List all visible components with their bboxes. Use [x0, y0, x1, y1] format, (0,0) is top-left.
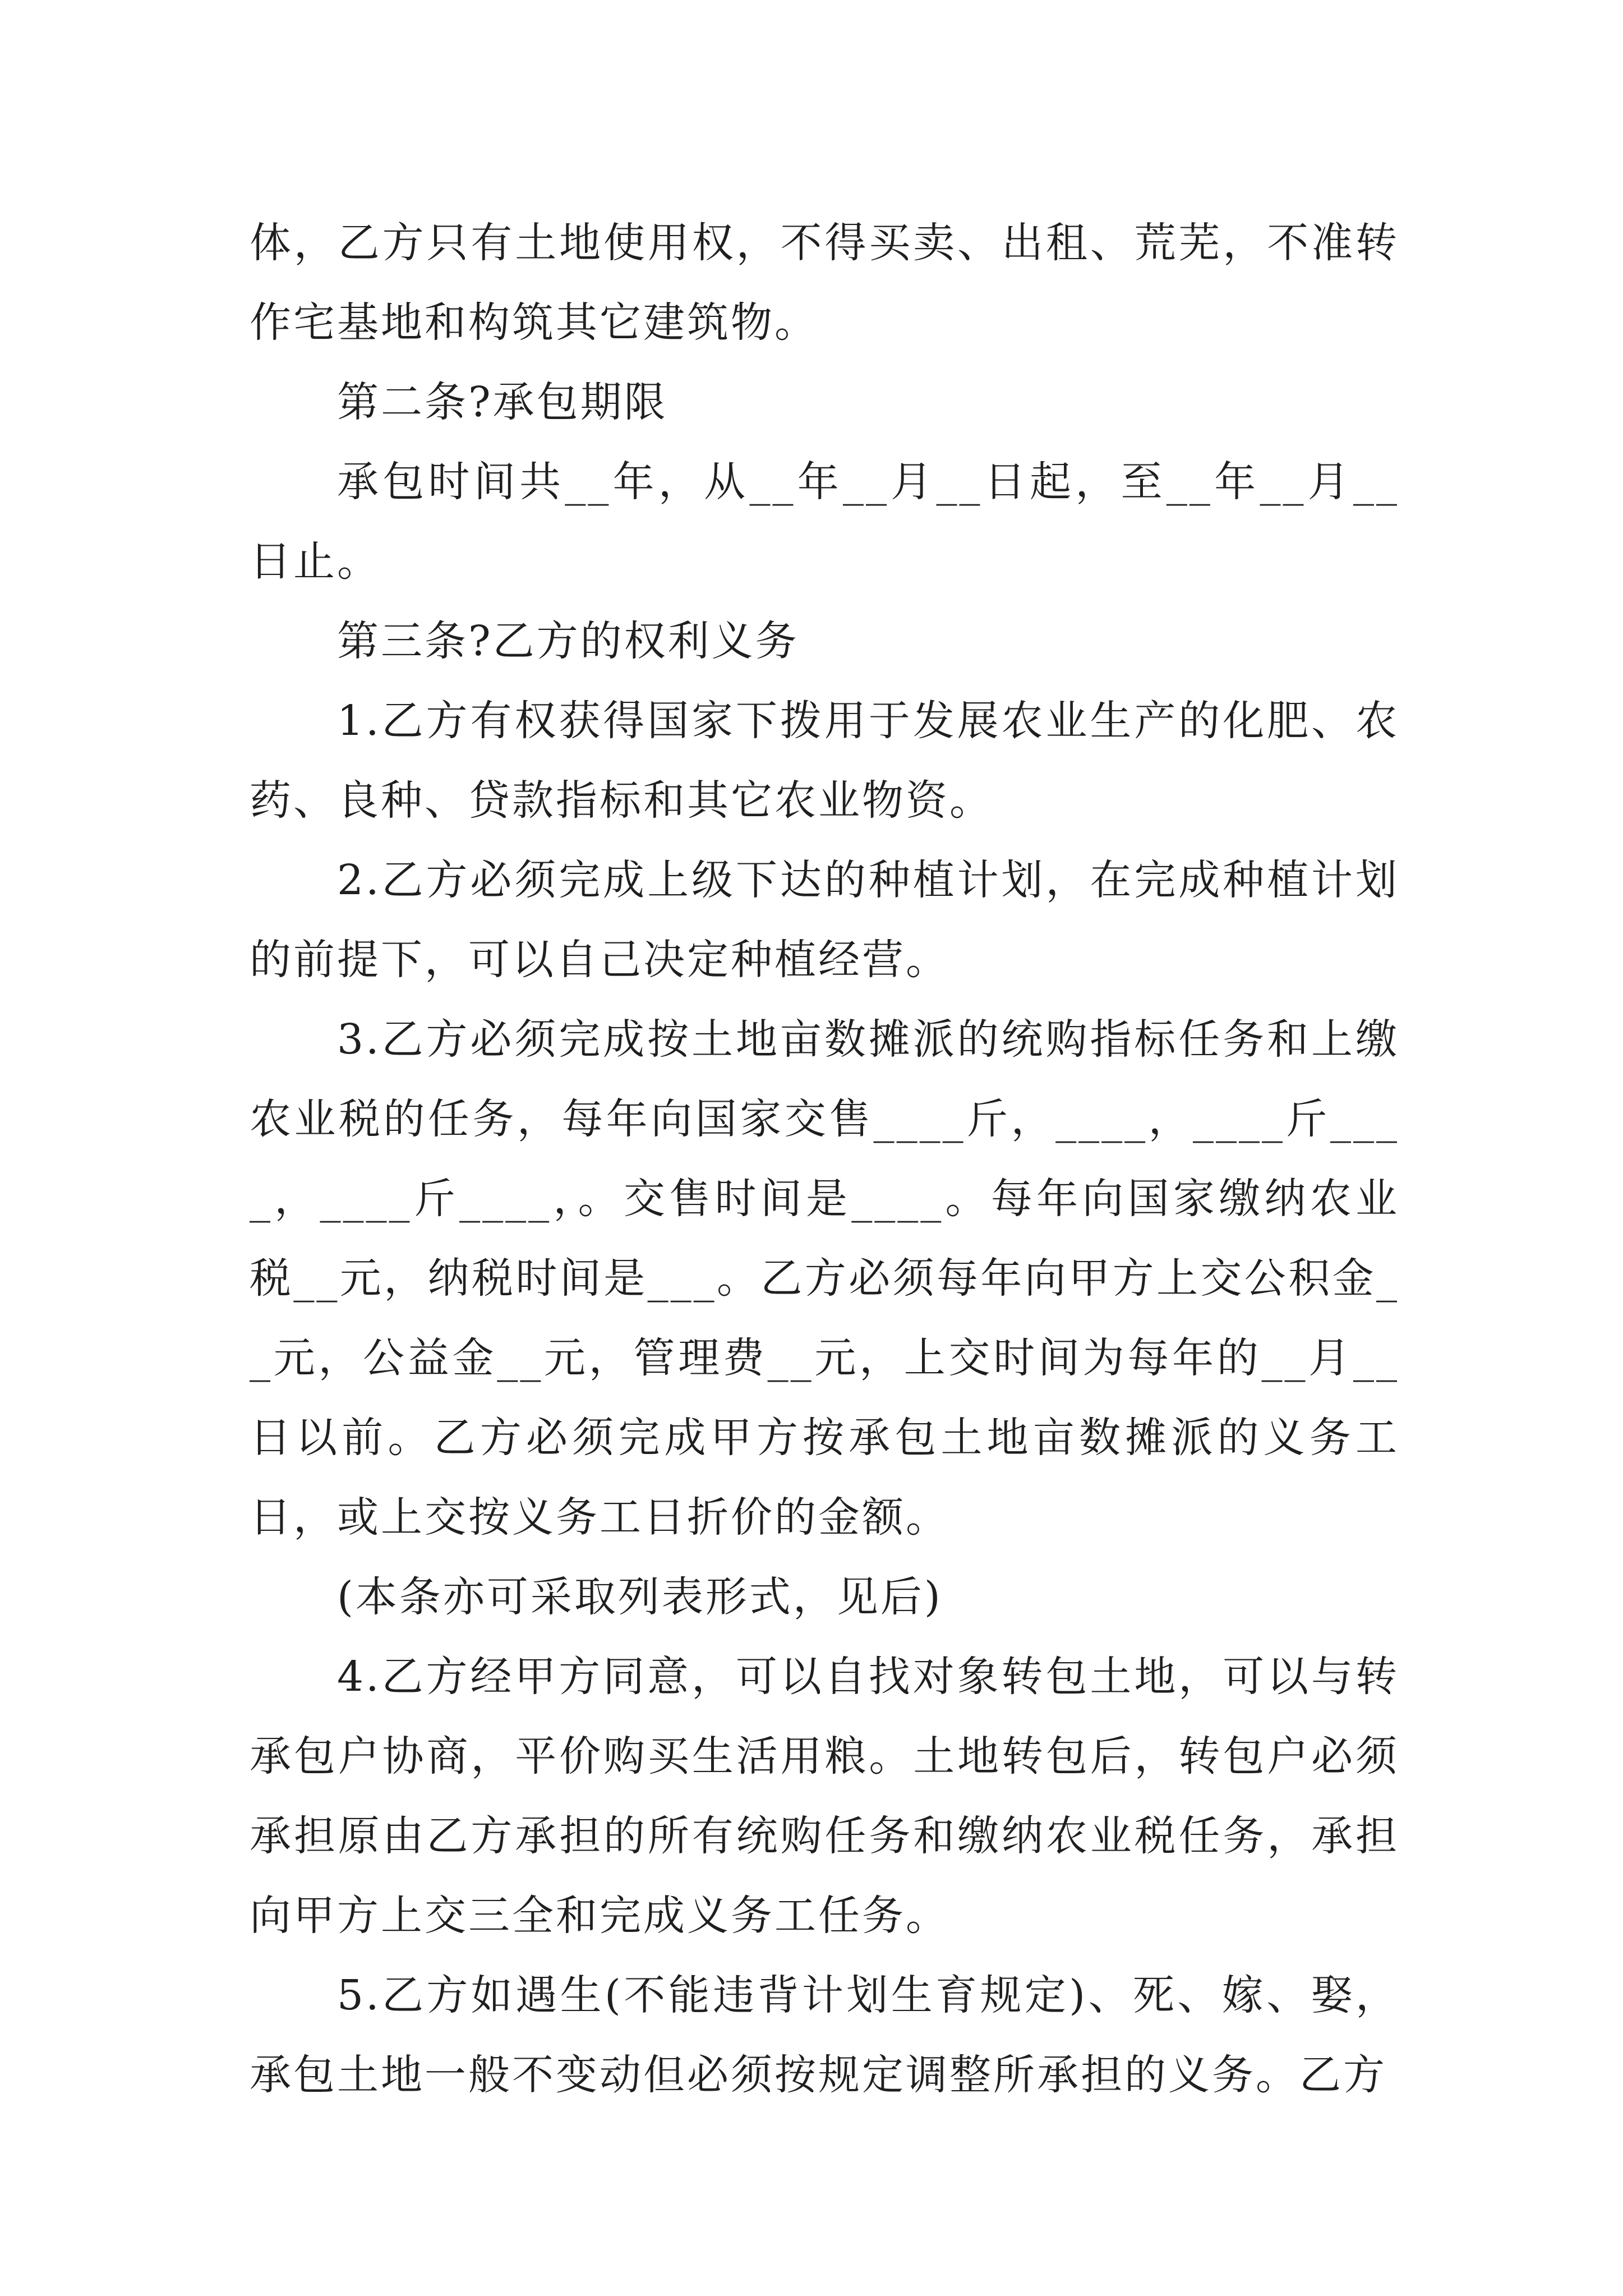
- document-body: [250, 203, 1399, 2115]
- paragraph-item-1: 1.乙方有权获得国家下拨用于发展农业生产的化肥、农药、良种、贷款指标和其它农业物资。: [250, 697, 1399, 825]
- paragraph-item-5: 5.乙方如遇生(不能违背计划生育规定)、死、嫁、娶，承包土地一般不变动但必须按规定调整所承担的义务。乙方: [250, 1971, 1399, 2099]
- heading-article-3-rights: 第三条?乙方的权利义务: [337, 617, 799, 665]
- paragraph-item-3: 3.乙方必须完成按土地亩数摊派的统购指标任务和上缴农业税的任务，每年向国家交售____斤，____，____斤____，____斤____，。交售时间是____。每年向国家缴纳农业税__元，纳税时间是___。乙方必须每年向甲方上交公积金__元，公益金__元，管理费__元，上交时间为每年的__月__日以前。乙方必须完成甲方按承包土地亩数摊派的义务工日，或上交按义务工日折价的金额。: [250, 1015, 1399, 1542]
- heading-article-2-term: 第二条?承包期限: [337, 378, 668, 426]
- paragraph-contract-period: 承包时间共__年，从__年__月__日起，至__年__月__日止。: [250, 458, 1399, 586]
- paragraph-item-2: 2.乙方必须完成上级下达的种植计划，在完成种植计划的前提下，可以自己决定种植经营。: [250, 856, 1399, 984]
- paragraph-land-use-rights: 体，乙方只有土地使用权，不得买卖、出租、荒芜，不准转作宅基地和构筑其它建筑物。: [250, 219, 1399, 347]
- paragraph-item-4: 4.乙方经甲方同意，可以自找对象转包土地，可以与转承包户协商，平价购买生活用粮。土地转包后，转包户必须承担原由乙方承担的所有统购任务和缴纳农业税任务，承担向甲方上交三全和完成义务工任务。: [250, 1653, 1399, 1940]
- paragraph-table-note: (本条亦可采取列表形式，见后): [337, 1573, 943, 1621]
